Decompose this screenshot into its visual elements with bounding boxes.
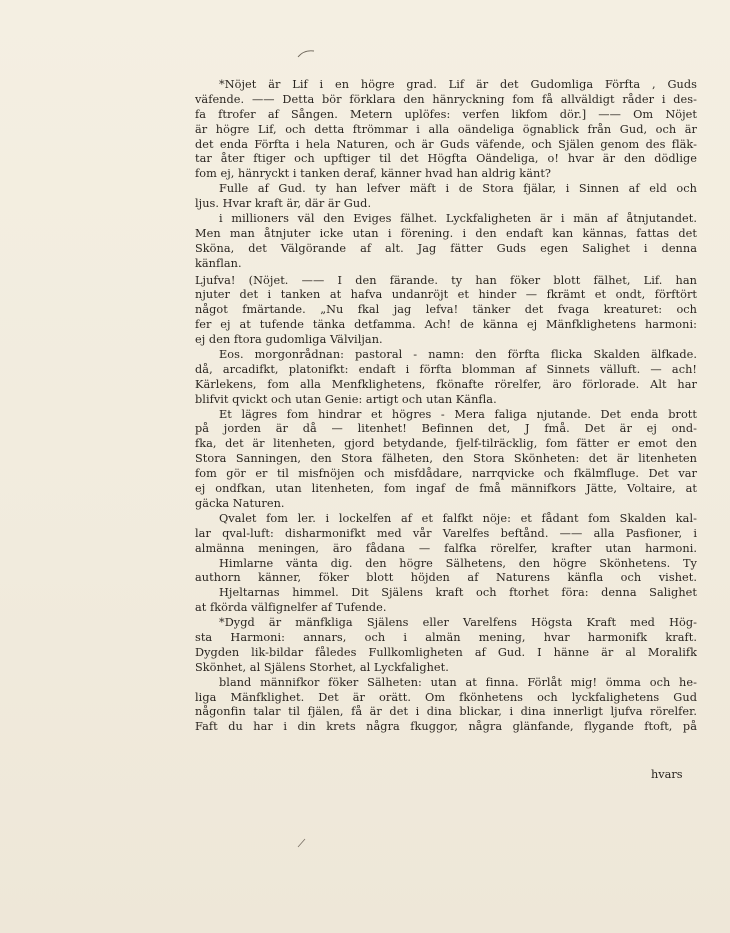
text-line: fom ej, hänryckt i tanken deraf, känner hvad han aldrig känt? — [195, 167, 552, 181]
text-line: bland männifkor föker Sälheten: utan at finna. Förlåt mig! ömma och he- — [219, 675, 697, 689]
text-line: är högre Lif, och detta ftrömmar i alla oändeliga ögnablick från Gud, och är — [195, 122, 697, 136]
text-line: tar åter ftiger och upftiger til det Högfta Oändeliga, o! hvar är den dödlige — [195, 152, 697, 166]
text-line: fom gör er til misfnöjen och misfdådare, narrqvicke och fkälmfluge. Det var — [195, 467, 697, 481]
text-line: Hjeltarnas himmel. Dit Själens kraft och ftorhet föra: denna Salighet — [219, 586, 697, 600]
text-line: Himlarne vänta dig. den högre Sälhetens, den högre Skönhetens. Ty — [219, 556, 697, 570]
text-line: känflan. — [195, 256, 242, 270]
catchword: hvars — [651, 768, 683, 781]
text-line: Men man åtnjuter icke utan i förening. i den endaft kan kännas, fattas det — [195, 226, 697, 240]
text-line: ljus. Hvar kraft är, där är Gud. — [195, 197, 372, 211]
text-line: Et lägres fom hindrar et högres - Mera faliga njutande. Det enda brott — [219, 407, 697, 421]
text-line: någonfin talar til fjälen, få är det i dina blickar, i dina innerligt ljufva rörelfer. — [195, 705, 697, 719]
text-line: Ljufva! (Nöjet. —— I den färande. ty han föker blott fälhet, Lif. han — [195, 273, 697, 287]
pencil-mark — [296, 838, 308, 848]
text-line: gäcka Naturen. — [195, 496, 285, 510]
text-line: i millioners väl den Eviges fälhet. Lyckfaligheten är i män af åtnjutandet. — [219, 212, 697, 226]
text-line: almänna meningen, äro fådana — falfka rörelfer, krafter utan harmoni. — [195, 541, 697, 555]
text-line: på jorden är då — litenhet! Befinnen det, J fmå. Det är ej ond- — [195, 422, 697, 436]
text-line: blifvit qvickt och utan Genie: artigt och utan Känfla. — [195, 392, 497, 406]
text-line: Qvalet fom ler. i lockelfen af et falfkt nöje: et fådant fom Skalden kal- — [219, 511, 697, 525]
text-line: då, arcadifkt, platonifkt: endaft i förfta blomman af Sinnets välluft. — ach! — [195, 362, 697, 376]
pencil-mark — [297, 49, 315, 59]
body-text — [195, 78, 697, 735]
text-line: Dygden lik-bildar fåledes Fullkomligheten af Gud. I hänne är al Moralifk — [195, 645, 697, 659]
text-line: authorn känner, föker blott höjden af Naturens känfla och vishet. — [195, 571, 697, 585]
text-line: något fmärtande. „Nu fkal jag lefva! tänker det fvaga kreaturet: och — [195, 303, 697, 317]
text-line: njuter det i tanken at hafva undanröjt et hinder — fkrämt et ondt, förftört — [195, 288, 697, 302]
text-line: ej den ftora gudomliga Välviljan. — [195, 333, 383, 347]
text-line: *Nöjet är Lif i en högre grad. Lif är det Gudomliga Förfta , Guds — [219, 78, 697, 91]
text-line: Stora Sanningen, den Stora fälheten, den Stora Skönheten: det är litenheten — [195, 452, 697, 466]
text-line: Faft du har i din krets några fkuggor, några glänfande, flygande ftoft, på — [195, 720, 697, 734]
text-line: Skönhet, al Själens Storhet, al Lyckfalighet. — [195, 660, 449, 674]
text-line: sta Harmoni: annars, och i almän mening, hvar harmonifk kraft. — [195, 630, 697, 644]
text-line: Eos. morgonrådnan: pastoral - namn: den förfta flicka Skalden älfkade. — [219, 348, 697, 362]
text-line: fa ftrofer af Sången. Metern uplöfes: verfen likfom dör.] —— Om Nöjet — [195, 107, 697, 121]
text-line: Sköna, det Välgörande af alt. Jag fätter Guds egen Salighet i denna — [195, 241, 697, 255]
text-line: ej ondfkan, utan litenheten, fom ingaf de fmå männifkors Jätte, Voltaire, at — [195, 482, 697, 496]
text-line: liga Mänfklighet. Det är orätt. Om fkönhetens och lyckfalighetens Gud — [195, 690, 697, 704]
text-line: lar qval-luft: disharmonifkt med vår Varelfes beftånd. —— alla Pasfioner, i — [195, 526, 697, 540]
text-line: det enda Förfta i hela Naturen, och är Guds väfende, och Själen genom des fläk- — [195, 137, 697, 151]
text-line: fka, det är litenheten, gjord betydande, fjelf-tilräcklig, fom fätter er emot den — [195, 437, 697, 451]
text-line: Fulle af Gud. ty han lefver mäft i de Stora fjälar, i Sinnen af eld och — [219, 182, 697, 196]
text-line: väfende. —— Detta bör förklara den hänryckning fom få allväldigt råder i des- — [195, 92, 697, 106]
text-line: fer ej at tufende tänka detfamma. Ach! de känna ej Mänfklighetens harmoni: — [195, 318, 697, 332]
text-line: Kärlekens, fom alla Menfklighetens, fkönafte rörelfer, äro förlorade. Alt har — [195, 377, 697, 391]
text-line: at fkörda välfignelfer af Tufende. — [195, 601, 387, 615]
text-line: *Dygd är mänfkliga Själens eller Varelfens Högsta Kraft med Hög- — [219, 616, 697, 630]
